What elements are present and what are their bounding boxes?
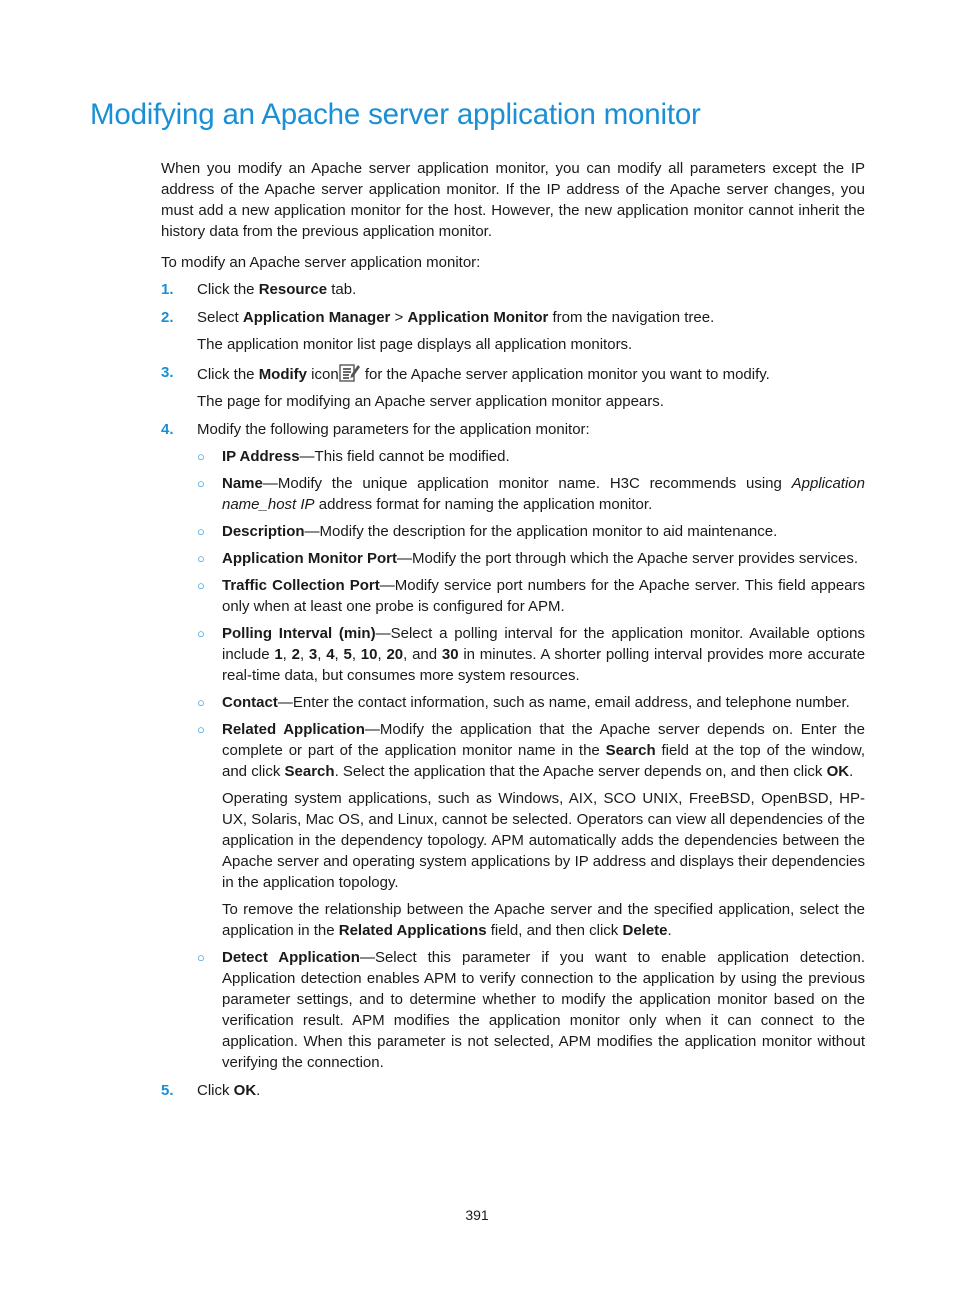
step-note: The application monitor list page displays all application monitors.	[197, 336, 633, 353]
modify-icon	[339, 362, 361, 382]
step-number: 1.	[161, 281, 174, 298]
page-number: 391	[465, 1207, 489, 1223]
param-application-monitor-port: ○ Application Monitor Port—Modify the port through which the Apache server provides services.	[197, 550, 859, 567]
bullet-circle-icon: ○	[197, 449, 205, 464]
param-ip-address: ○ IP Address—This field cannot be modified.	[197, 448, 510, 465]
step-number: 4.	[161, 421, 174, 438]
param-contact: ○ Contact—Enter the contact information, such as name, email address, and telephone number.	[197, 694, 850, 711]
step-number: 5.	[161, 1082, 174, 1099]
bullet-circle-icon: ○	[197, 626, 205, 641]
page-title: Modifying an Apache server application monitor	[90, 98, 701, 131]
step-5: 5. Click OK.	[161, 1082, 261, 1099]
step-2: 2. Select Application Manager > Application Monitor from the navigation tree. The application monitor list page displays all application monitors.	[161, 307, 865, 355]
parameter-list	[197, 446, 865, 1073]
step-number: 2.	[161, 309, 174, 326]
bullet-circle-icon: ○	[197, 551, 205, 566]
procedure-steps	[161, 279, 865, 1101]
related-application-note: Operating system applications, such as Windows, AIX, SCO UNIX, FreeBSD, OpenBSD, HP-UX, Solaris, Mac OS, and Linux, cannot be selected. Operators can view all dependencies of the application in the dependency topology. APM automatically adds the dependencies between the Apache server and operating system applications by IP address and displays their dependencies in the application topology.	[222, 790, 865, 891]
bullet-circle-icon: ○	[197, 578, 205, 593]
step-3: 3. Click the Modify icon for the Apache server application monitor you want to modify. The page for modifying an Apache server application monitor appears.	[161, 362, 865, 412]
step-number: 3.	[161, 364, 174, 381]
bullet-circle-icon: ○	[197, 950, 205, 965]
step-note: The page for modifying an Apache server application monitor appears.	[197, 393, 664, 410]
section-body	[161, 158, 865, 1108]
bullet-circle-icon: ○	[197, 524, 205, 539]
param-related-application: ○ Related Application—Modify the application that the Apache server depends on. Enter the complete or part of the application monitor name in the Search field at the top of the window, and click Search. Select the application that the Apache server depends on, and then click OK. Operating system applications, such as Windows, AIX, SCO UNIX, FreeBSD, OpenBSD, HP-UX, Solaris, Mac OS, and Linux, cannot be selected. Operators can view all dependencies of the application in the dependency topology. APM automatically adds the dependencies between the Apache server and operating system applications by IP address and displays their dependencies in the application topology. To remove the relationship between the Apache server and the specified application, select the application in the Related Applications field, and then click Delete.	[197, 721, 865, 939]
intro-paragraph: When you modify an Apache server application monitor, you can modify all parameters except the IP address of the Apache server application monitor. If the IP address of the Apache server changes, you must add a new application monitor for the host. However, the new application monitor cannot inherit the history data from the previous application monitor.	[161, 160, 865, 240]
param-traffic-collection-port: ○ Traffic Collection Port—Modify service port numbers for the Apache server. This field appears only when at least one probe is configured for APM.	[197, 577, 865, 615]
bullet-circle-icon: ○	[197, 476, 205, 491]
bullet-circle-icon: ○	[197, 695, 205, 710]
param-polling-interval: ○ Polling Interval (min)—Select a polling interval for the application monitor. Available options include 1, 2, 3, 4, 5, 10, 20, and 30 in minutes. A shorter polling interval provides more accurate real-time data, but consumes more system resources.	[197, 625, 866, 684]
bullet-circle-icon: ○	[197, 722, 205, 737]
step-4: 4. Modify the following parameters for the application monitor: ○ IP Address—This field cannot be modified. ○ Name—Modify the unique application monitor name. H3C recommends using Application name_host IP address format for naming the application monitor. ○ Description—Modify the description for the application monitor to aid maintenance. ○ Application Monitor Port—Modify the port through which the Apache server provides services. ○ Traffic Collection Port—Modify service port numbers for the Apache server. This field appears only when at least one probe is configured for APM. ○ Polling Interval (min)—Select a polling interval for the application monitor. Available options include 1, 2, 3, 4, 5, 10, 20, and 30 in minutes. A shorter polling interval provides more accurate real-time data, but consumes more system resources. ○ Contact—Enter the contact information, such as name, email address, and telephone number. ○ Related Application—Modify the application that the Apache server depends on. Enter the complete or part of the application monitor name in the Search field at the top of the window, and click Search. Select the application that the Apache server depends on, and then click OK. Operating system applications, such as Windows, AIX, SCO UNIX, FreeBSD, OpenBSD, HP-UX, Solaris, Mac OS, and Linux, cannot be selected. Operators can view all dependencies of the application in the dependency topology. APM automatically adds the dependencies between the Apache server and operating system applications by IP address and displays their dependencies in the application topology. To remove the relationship between the Apache server and the specified application, select the application in the Related Applications field, and then click Delete. ○ Detect Application—Select this parameter if you want to enable application detection. Application detection enables APM to verify connection to the application by using the previous parameter settings, and to determine whether to modify the application monitor based on the verification result. APM modifies the application monitor only when it can connect to the application. When this parameter is not selected, APM modifies the application monitor without verifying the connection.	[161, 421, 866, 1071]
step-1: 1. Click the Resource tab.	[161, 281, 357, 298]
param-detect-application: ○ Detect Application—Select this parameter if you want to enable application detection. Application detection enables APM to verify connection to the application by using the previous parameter settings, and to determine whether to modify the application monitor based on the verification result. APM modifies the application monitor only when it can connect to the application. When this parameter is not selected, APM modifies the application monitor without verifying the connection.	[197, 949, 865, 1071]
param-name: ○ Name—Modify the unique application monitor name. H3C recommends using Application name_host IP address format for naming the application monitor.	[197, 475, 865, 513]
procedure-lead: To modify an Apache server application monitor:	[161, 254, 481, 271]
param-description: ○ Description—Modify the description for the application monitor to aid maintenance.	[197, 523, 778, 540]
related-application-remove-note: To remove the relationship between the Apache server and the specified application, select the application in the Related Applications field, and then click Delete.	[222, 901, 865, 939]
